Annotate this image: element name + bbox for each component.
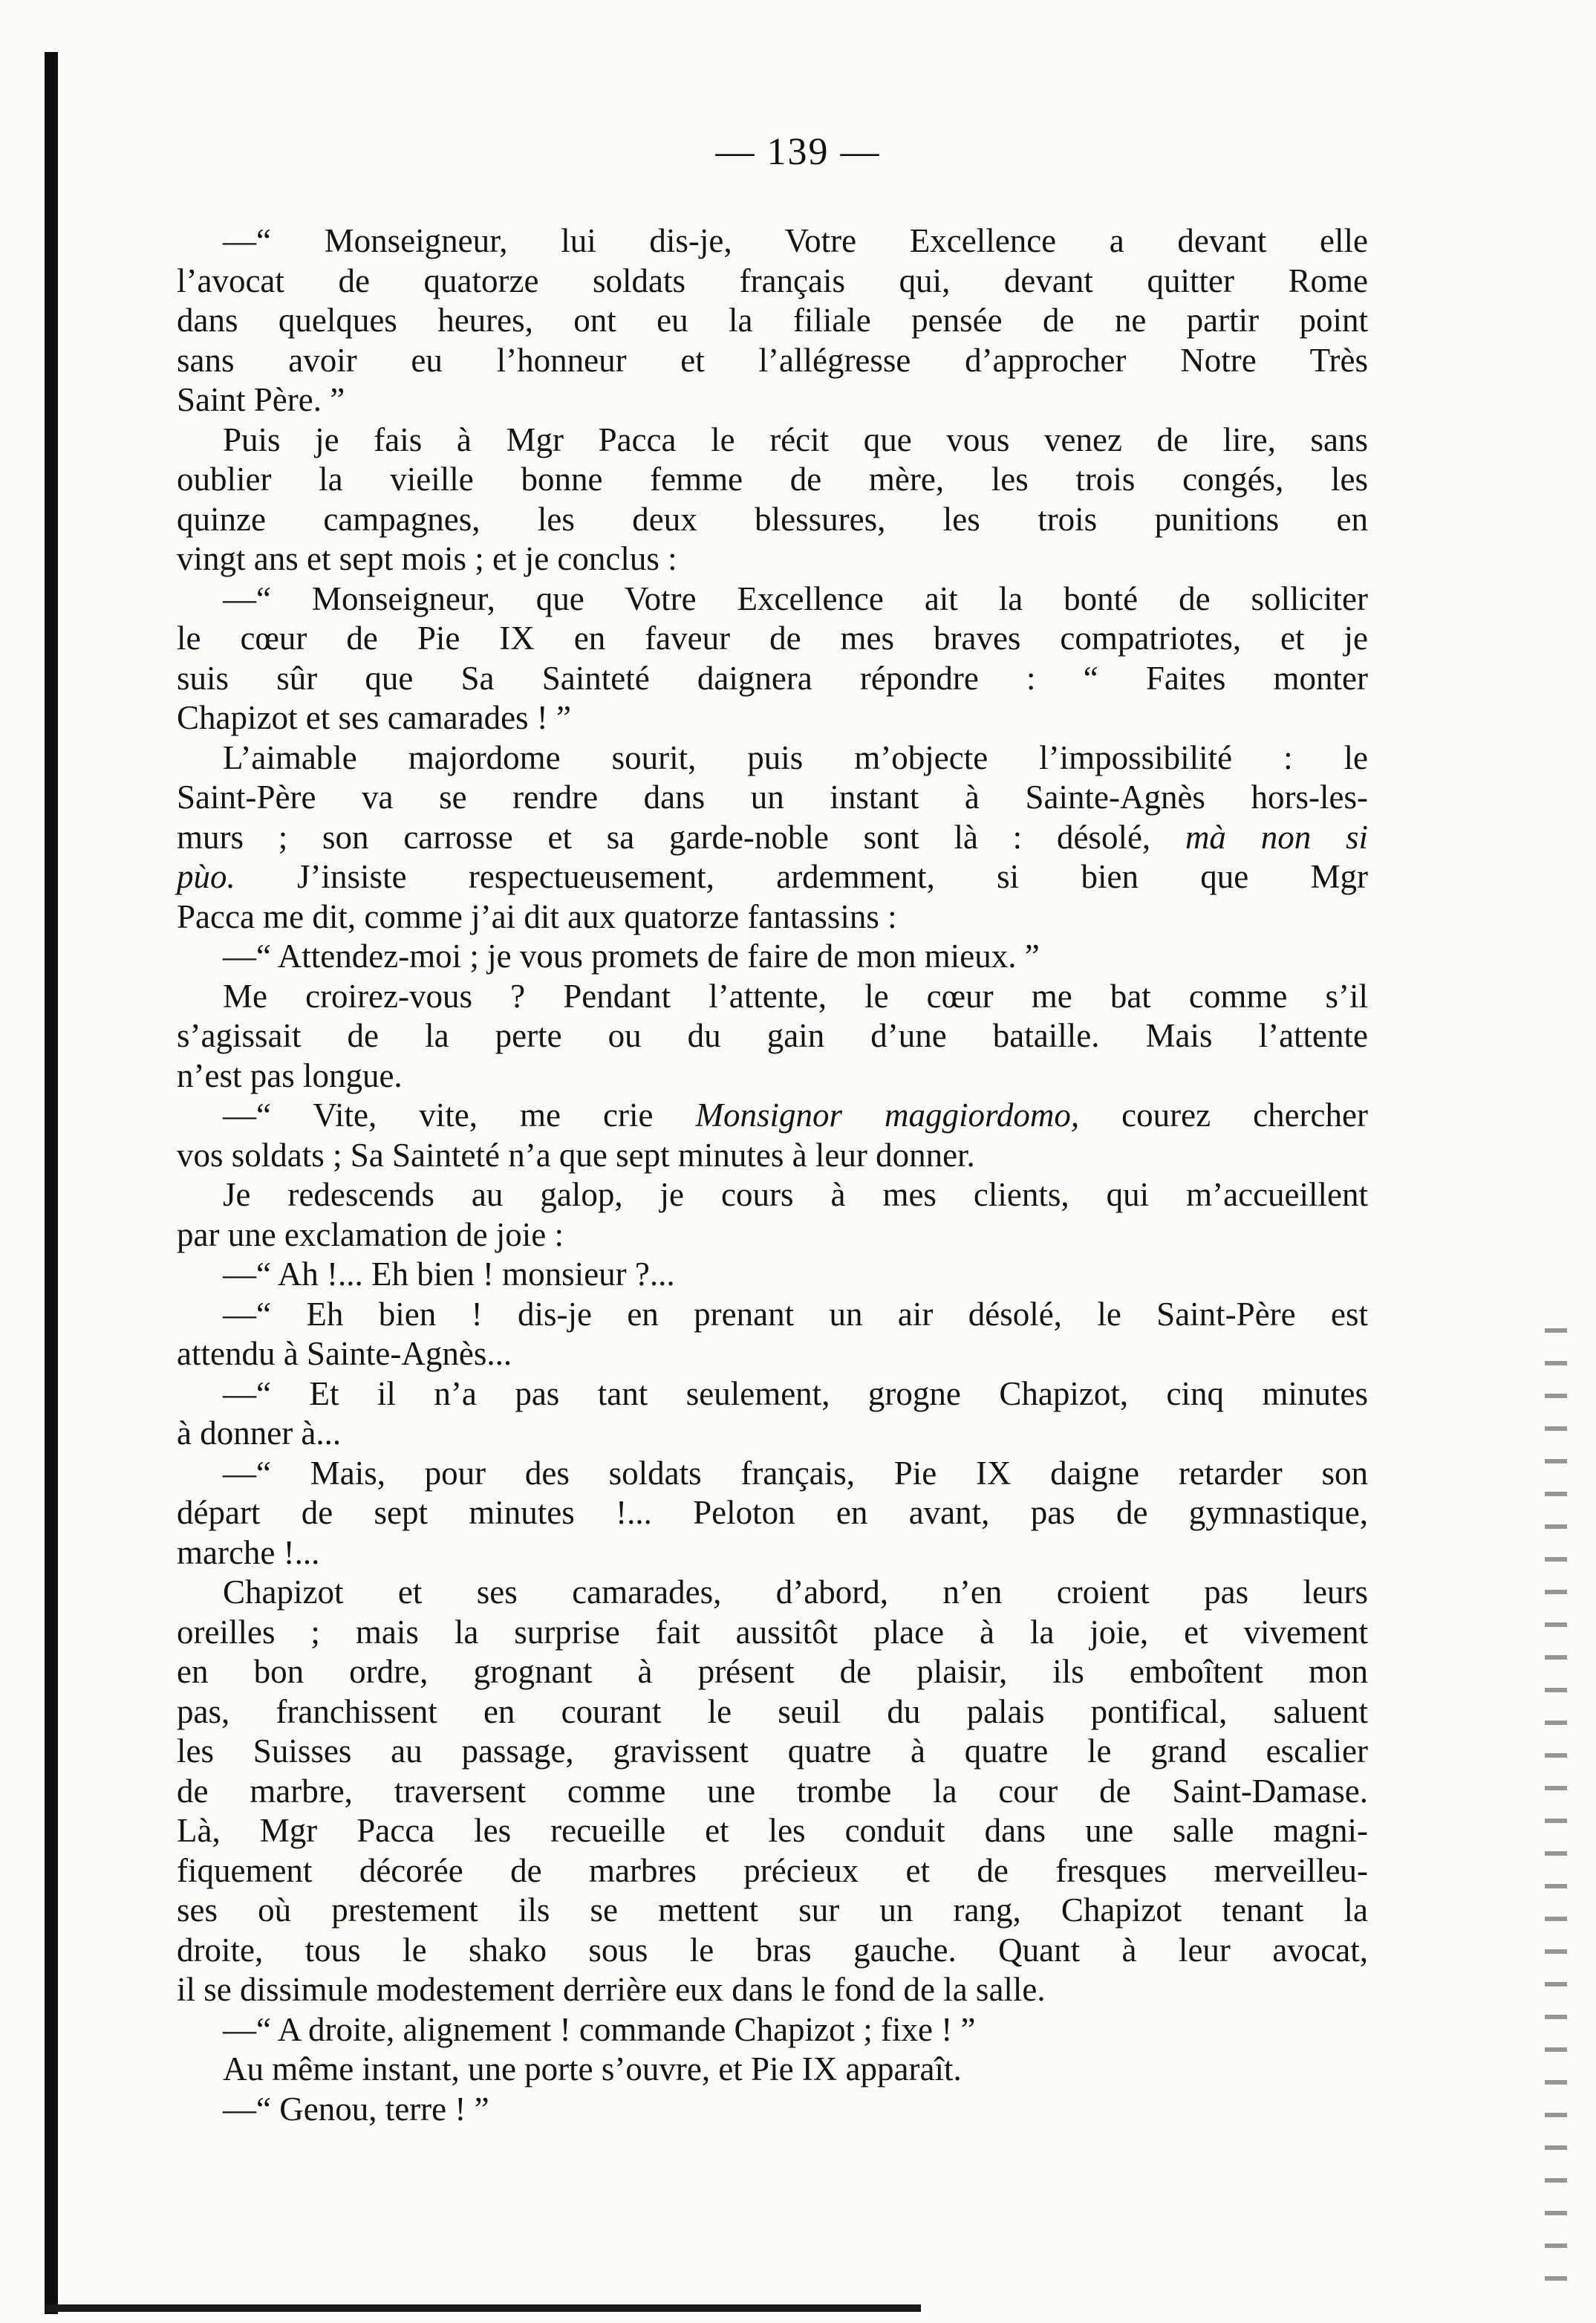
text-line: [177, 1016, 1368, 1056]
text-line: [177, 221, 1368, 261]
text-line: [177, 500, 1368, 540]
text-line: [177, 460, 1368, 500]
text-line: [177, 1175, 1368, 1215]
text-line: [177, 1414, 1368, 1454]
text-line: [177, 1454, 1368, 1494]
text-line: [177, 1692, 1368, 1732]
text-line: [177, 420, 1368, 461]
line-text: fiquement décorée de marbres précieux et de fresques merveilleu-: [177, 1851, 1368, 1889]
text-line: [177, 1374, 1368, 1414]
line-text: L’aimable majordome sourit, puis m’objecte l’impossibilité : le: [223, 738, 1368, 776]
line-text: —“ Et il n’a pas tant seulement, grogne Chapizot, cinq minutes: [223, 1374, 1368, 1412]
line-text: murs ; son carrosse et sa garde-noble sont là : désolé,: [177, 818, 1185, 856]
line-text: —“ Eh bien ! dis-je en prenant un air désolé, le Saint-Père est: [223, 1295, 1368, 1333]
line-text: les Suisses au passage, gravissent quatre à quatre le grand escalier: [177, 1732, 1368, 1770]
line-text: vos soldats ; Sa Sainteté n’a que sept minutes à leur donner.: [177, 1136, 975, 1174]
line-text: ses où prestement ils se mettent sur un rang, Chapizot tenant la: [177, 1891, 1368, 1929]
line-text: dans quelques heures, ont eu la filiale pensée de ne partir point: [177, 302, 1368, 339]
text-line: [177, 1493, 1368, 1533]
text-line: [177, 857, 1368, 897]
line-text: Saint Père. ”: [177, 381, 345, 418]
line-text: le cœur de Pie IX en faveur de mes braves compatriotes, et je: [177, 620, 1368, 657]
line-text: Je redescends au galop, je cours à mes clients, qui m’accueillent: [223, 1176, 1368, 1213]
text-line: [177, 1255, 1368, 1295]
scan-specks: [1545, 1300, 1567, 2303]
italic-text: pùo.: [177, 858, 235, 895]
text-line: [177, 1891, 1368, 1931]
text-line: [177, 977, 1368, 1017]
italic-text: Monsignor maggiordomo,: [695, 1096, 1080, 1134]
text-line: [177, 897, 1368, 938]
line-text: Me croirez-vous ? Pendant l’attente, le cœur me bat comme s’il: [223, 977, 1368, 1015]
line-text: —“ Attendez-moi ; je vous promets de faire de mon mieux. ”: [223, 938, 1040, 975]
text-line: [177, 1533, 1368, 1573]
line-text: droite, tous le shako sous le bras gauche. Quant à leur avocat,: [177, 1931, 1368, 1969]
line-text: par une exclamation de joie :: [177, 1215, 564, 1253]
line-text: sans avoir eu l’honneur et l’allégresse d’approcher Notre Très: [177, 341, 1368, 379]
text-line: [177, 301, 1368, 341]
text-line: [177, 1652, 1368, 1692]
line-text: oublier la vieille bonne femme de mère, les trois congés, les: [177, 461, 1368, 498]
line-text: —“ Mais, pour des soldats français, Pie IX daigne retarder son: [223, 1454, 1368, 1492]
line-text: oreilles ; mais la surprise fait aussitôt place à la joie, et vivement: [177, 1613, 1368, 1651]
text-line: [177, 2090, 1368, 2130]
line-text: —“ Monseigneur, que Votre Excellence ait la bonté de solliciter: [223, 579, 1368, 617]
text-line: [177, 539, 1368, 579]
line-text-rest: J’insiste respectueusement, ardemment, si bien que Mgr: [235, 858, 1368, 895]
text-line: [177, 1613, 1368, 1653]
text-line: [177, 341, 1368, 381]
text-line: [177, 778, 1368, 818]
text-line: [177, 1811, 1368, 1851]
line-text: Là, Mgr Pacca les recueille et les conduit dans une salle magni-: [177, 1812, 1368, 1849]
line-text: départ de sept minutes !... Peloton en avant, pas de gymnastique,: [177, 1494, 1368, 1531]
text-line: [177, 2010, 1368, 2050]
text-line: [177, 1970, 1368, 2010]
line-text: attendu à Sainte-Agnès...: [177, 1335, 512, 1372]
text-line: [177, 1215, 1368, 1255]
line-text: —“ Vite, vite, me crie: [223, 1096, 696, 1134]
text-line: [177, 1573, 1368, 1613]
text-line: [177, 1334, 1368, 1374]
text-line: [177, 818, 1368, 858]
text-line: [177, 1772, 1368, 1812]
line-text: à donner à...: [177, 1414, 342, 1452]
line-text: Puis je fais à Mgr Pacca le récit que vous venez de lire, sans: [223, 420, 1368, 458]
text-line: [177, 2050, 1368, 2090]
line-text: n’est pas longue.: [177, 1056, 403, 1094]
line-text: de marbre, traversent comme une trombe la cour de Saint-Damase.: [177, 1772, 1368, 1810]
line-text: Chapizot et ses camarades ! ”: [177, 699, 572, 736]
text-line: [177, 1136, 1368, 1176]
text-line: [177, 380, 1368, 420]
line-text: —“ Ah !... Eh bien ! monsieur ?...: [223, 1255, 675, 1293]
text-line: [177, 1056, 1368, 1096]
line-text: pas, franchissent en courant le seuil du palais pontifical, saluent: [177, 1692, 1368, 1730]
line-text: suis sûr que Sa Sainteté daignera répondre : “ Faites monter: [177, 659, 1368, 697]
body-text: [177, 221, 1368, 2129]
text-line: [177, 619, 1368, 659]
line-text: il se dissimule modestement derrière eux dans le fond de la salle.: [177, 1971, 1046, 2008]
line-text: —“ A droite, alignement ! commande Chapizot ; fixe ! ”: [223, 2010, 976, 2048]
line-text: vingt ans et sept mois ; et je conclus :: [177, 540, 677, 577]
text-line: [177, 937, 1368, 977]
text-line: [177, 698, 1368, 738]
line-text: Pacca me dit, comme j’ai dit aux quatorze fantassins :: [177, 897, 897, 935]
line-text-rest: courez chercher: [1079, 1096, 1368, 1134]
line-text: l’avocat de quatorze soldats français qui, devant quitter Rome: [177, 261, 1368, 299]
binding-edge: [45, 52, 58, 2314]
text-line: [177, 738, 1368, 779]
line-text: quinze campagnes, les deux blessures, les trois punitions en: [177, 500, 1368, 538]
line-text: s’agissait de la perte ou du gain d’une bataille. Mais l’attente: [177, 1017, 1368, 1054]
text-line: [177, 1295, 1368, 1335]
text-line: [177, 261, 1368, 302]
text-line: [177, 659, 1368, 699]
text-line: [177, 1851, 1368, 1891]
text-line: [177, 579, 1368, 620]
line-text: —“ Genou, terre ! ”: [223, 2090, 489, 2128]
line-text: Au même instant, une porte s’ouvre, et Pie IX apparaît.: [223, 2050, 962, 2088]
line-text: Chapizot et ses camarades, d’abord, n’en croient pas leurs: [223, 1573, 1368, 1611]
line-text: —“ Monseigneur, lui dis-je, Votre Excellence a devant elle: [223, 222, 1368, 259]
page-number: — 139 —: [715, 131, 881, 173]
bottom-edge: [45, 2304, 921, 2312]
text-line: [177, 1096, 1368, 1136]
line-text: marche !...: [177, 1533, 320, 1571]
line-text: en bon ordre, grognant à présent de plaisir, ils emboîtent mon: [177, 1653, 1368, 1690]
text-line: [177, 1931, 1368, 1971]
italic-text: mà non si: [1185, 818, 1368, 856]
line-text: Saint-Père va se rendre dans un instant à Sainte-Agnès hors-les-: [177, 779, 1368, 816]
text-line: [177, 1732, 1368, 1772]
